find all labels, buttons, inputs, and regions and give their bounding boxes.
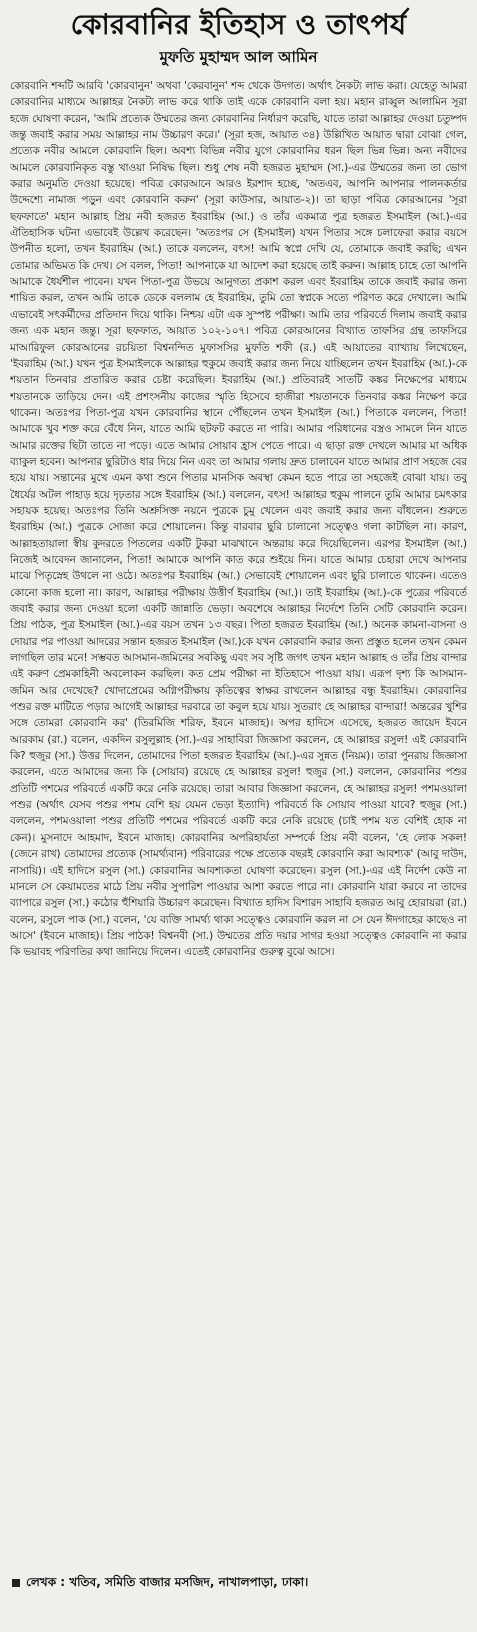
bullet-square-icon xyxy=(12,1579,20,1587)
footer-text: লেখক : খতিব, সমিতি বাজার মসজিদ, নাখালপাড়া, ঢাকা। xyxy=(26,1575,309,1589)
article-title: কোরবানির ইতিহাস ও তাৎপর্য xyxy=(70,8,407,41)
author-footer xyxy=(12,1574,465,1590)
author-byline: মুফতি মুহাম্মদ আল আমিন xyxy=(159,48,318,66)
article-body: কোরবানি শব্দটি আরবি 'কোরবানুন' অথবা 'কেরবানুন' শব্দ থেকে উদগত। অর্থাৎ নৈকট্য লাভ করা। যেহেতু আমরা কোরবানির মাধ্যমে আল্লাহর নৈকট্য লাভ করে থাকি তাই একে কোরবানি বলা হয়। মহান রাব্বুল আলামিন সূরা হজে ঘোষণা করেন, 'আমি প্রত্যেক উম্মতের জন্য কোরবানির নির্ধারণ করেছি, যাতে তারা আল্লাহর দেওয়া চতুষ্পদ জন্তু জবাই করার সময় আল্লাহর নাম উচ্চারণ করে।' (সূরা হজ, আয়াত ৩৪) উল্লিখিত আয়াত দ্বারা বোঝা গেল, প্রত্যেক নবীর আমলে কোরবানি ছিল। অবশ্য বিভিন্ন নবীর যুগে কোরবানির ধরন ছিল ভিন্ন ভিন্ন। অন্য নবীদের আমলে কোরবানিকৃত বস্তু খাওয়া নিষিদ্ধ ছিল। শুধু শেষ নবী হজরত মুহাম্মদ (সা.)-এর উম্মতের জন্য তা ভোগ করার অনুমতি দেওয়া হয়েছে। পবিত্র কোরআনে আরও ইরশাদ হচ্ছে, 'অতএব, আপনি আপনার পালনকর্তার উদ্দেশ্যে নামাজ পড়ুন এবং কোরবানি করুন' (সূরা কাউসার, আয়াত-২)। তা ছাড়া পবিত্র কোরআনের 'সূরা ছফফাতে' মহান আল্লাহ প্রিয় নবী হজরত ইবরাহিম (আ.) ও তাঁর একমাত্র পুত্র হজরত ইসমাইল (আ.)-এর ঐতিহাসিক ঘটনা এভাবেই উল্লেখ করেছেন। 'অতঃপর সে (ইসমাইল) যখন পিতার সঙ্গে চলাফেরা করার বয়সে উপনীত হলো, তখন ইবরাহিম (আ.) তাকে বললেন, বৎস! আমি স্বপ্নে দেখি যে, তোমাকে জবাই করছি; এখন তোমার অভিমত কি দেখ। সে বলল, পিতা! আপনাকে যা আদেশ করা হয়েছে তাই করুন। আল্লাহ চাহে তো আপনি আমাকে ধৈর্যশীল পাবেন। যখন পিতা-পুত্র উভয়ে আনুগত্য প্রকাশ করল এবং ইবরাহিম তাকে জবাই করার জন্য শায়িত করল, তখন আমি তাকে ডেকে বললাম হে ইবরাহিম, তুমি তো স্বপ্নকে সত্যে পরিণত করে দেখালে। আমি এভাবেই সৎকর্মীদের প্রতিদান দিয়ে থাকি। নিশ্চয় এটা এক সুস্পষ্ট পরীক্ষা। আমি তার পরিবর্তে দিলাম জবাই করার জন্য এক মহান জন্তু। সূরা ছফফাত, আয়াত ১০২-১০৭। পবিত্র কোরআনের বিখ্যাত তাফসির গ্রন্থ তাফসিরে মাআরিফুল কোরআনের রচয়িতা বিশ্বনন্দিত মুফাসসির মুফতি শফী (র.) এই আয়াতের ব্যাখ্যায় লিখেছেন, 'ইবরাহিম (আ.) যখন পুত্র ইসমাইলকে আল্লাহর হুকুমে জবাই করার জন্য নিয়ে যাচ্ছিলেন তখন ইবরাহিম (আ.)-কে শয়তান তিনবার প্রতারিত করার চেষ্টা করেছিল। ইবরাহিম (আ.) প্রতিবারই সাতটি কঙ্কর নিক্ষেপের মাধ্যমে শয়তানকে তাড়িয়ে দেন। এই প্রশংসনীয় কাজের স্মৃতি হিসেবে হাজীরা শয়তানকে তিনবার কঙ্কর নিক্ষেপ করে থাকেন। অতঃপর পিতা-পুত্র যখন কোরবানির স্থানে পৌঁছলেন তখন ইসমাইল (আ.) পিতাকে বললেন, পিতা! আমাকে খুব শক্ত করে বেঁধে নিন, যাতে আমি ছটফট করতে না পারি। আমার পরিধানের বস্ত্রও সামলে নিন যাতে আমার রক্তের ছিটা তাতে না পড়ে। এতে আমার সোয়াব হ্রাস পেতে পারে। এ ছাড়া রক্ত দেখলে আমার মা অধিক ব্যাকুল হবেন। আপনার ছুরিটাও ধার দিয়ে নিন এবং তা আমার গলায় দ্রুত চালাবেন যাতে আমার প্রাণ সহজে বের হয়ে যায়। সন্তানের মুখে এমন কথা শুনে পিতার মানসিক অবস্থা কেমন হতে পারে তা সহজেই বোঝা যায়। তবু ধৈর্যের অটল পাহাড় হয়ে দৃঢ়তার সঙ্গে ইবরাহিম (আ.) বললেন, বৎস! আল্লাহর হুকুম পালনে তুমি আমার চমৎকার সহায়ক হয়েছ। অতঃপর তিনি অশ্রুসিক্ত নয়নে পুত্রকে চুমু খেলেন এবং জবাই করার জন্য বাঁধলেন। শুরুতে ইবরাহিম (আ.) পুত্রকে সোজা করে শোয়ালেন। কিন্তু বারবার ছুরি চালানো সত্ত্বেও গলা কাটছিল না। কারণ, আল্লাহতায়ালা স্বীয় কুদরতে পিতলের একটি টুকরা মাঝখানে অন্তরায় করে দিয়েছিলেন। এরপর ইসমাইল (আ.) নিজেই আবেদন জানালেন, পিতা! আমাকে আপনি কাত করে শুইয়ে দিন। যাতে আমার চেহারা দেখে আপনার মাঝে পিতৃস্নেহ উথলে না ওঠে। অতঃপর ইবরাহিম (আ.) সেভাবেই শোয়ালেন এবং ছুরি চালাতে থাকেন। এতেও কোনো কাজ হলো না। কারণ, আল্লাহর পরীক্ষায় উত্তীর্ণ ইবরাহিম (আ.)। তাই ইবরাহিম (আ.)-কে পুত্রের পরিবর্তে জবাই করার জন্য দেওয়া হলো একটি জান্নাতি ভেড়া। অবশেষে আল্লাহর নির্দেশে তিনি সেটি কোরবানি করেন। প্রিয় পাঠক, পুত্র ইসমাইল (আ.)-এর বয়স তখন ১৩ বছর। পিতা হজরত ইবরাহিম (আ.) অনেক কামনা-বাসনা ও দোয়ার পর পাওয়া আদরের সন্তান হজরত ইসমাইল (আ.)কে যখন কোরবানি করার জন্য প্রস্তুত হলেন তখন কেমন লাগছিল তার মনে! সম্ভবত আসমান-জমিনের সবকিছু এবং সব সৃষ্টি জগৎ তখন মহান আল্লাহ ও তাঁর প্রিয় বান্দার এই করুণ প্রেমকাহিনী অবলোকন করছিল। কত প্রেম পরীক্ষা না ইতিহাসে পাওয়া যায়। এরূপ দৃশ্য কি আসমান-জমিন আর দেখেছে? খোদাপ্রেমের অগ্নিপরীক্ষায় কৃতিত্বের স্বাক্ষর রাখলেন আল্লাহর বন্ধু ইবরাহিম। কোরবানির পশুর রক্ত মাটিতে পড়ার আগেই আল্লাহর দরবারে তা কবুল হয়ে যায়। সুতরাং হে আল্লাহর বান্দারা! অন্তরের খুশির সঙ্গে তোমরা কোরবানি কর' (তিরমিজি শরিফ, ইবনে মাজাহ)। অপর হাদিসে এসেছে, হজরত জায়েদ ইবনে আরকাম (রা.) বলেন, একদিন রসুলুল্লাহ (সা.)-এর সাহাবিরা জিজ্ঞাসা করলেন, হে আল্লাহর রসুল! এই কোরবানি কি? হুজুর (সা.) উত্তর দিলেন, তোমাদের পিতা হজরত ইবরাহিম (আ.)-এর সুন্নত (নিয়ম)। তারা পুনরায় জিজ্ঞাসা করলেন, এতে আমাদের জন্য কি (সোয়াব) রয়েছে হে আল্লাহর রসুল! হুজুর (সা.) বললেন, কোরবানির পশুর প্রতিটি পশমের পরিবর্তে একটি করে নেকি রয়েছে। তারা আবার জিজ্ঞাসা করলেন, হে আল্লাহর রসুল! পশমওয়ালা পশুর (অর্থাৎ যেসব পশুর পশম বেশি হয় যেমন ভেড়া ইত্যাদি) পরিবর্তে কি সোয়াব পাওয়া যাবে? হুজুর (সা.) বললেন, পশমওয়ালা পশুর প্রতিটি পশমের পরিবর্তে একটি করে নেকি রয়েছে (চাই পশম যত বেশিই হোক না কেন)। মুসনাদে আহমাদ, ইবনে মাজাহ। কোরবানির অপরিহার্যতা সম্পর্কে প্রিয় নবী বলেন, 'হে লোক সকল! (জেনে রাখ) তোমাদের প্রত্যেক (সামর্থ্যবান) পরিবারের পক্ষে প্রত্যেক বছরই কোরবানি করা আবশ্যক' (আবু দাউদ, নাসায়ি)। এই হাদিসে রসুল (সা.) কোরবানির আবশ্যকতা ঘোষণা করেছেন। রসুল (সা.)-এর এই নির্দেশ কেউ না মানলে সে কেয়ামতের মাঠে প্রিয় নবীর সুপারিশ পাওয়ার আশা করতে পারে না। কোরবানি যারা করবে না তাদের ব্যাপারে রসুল (সা.) কঠোর হুঁশিয়ারি উচ্চারণ করেছেন। বিখ্যাত হাদিস বিশারদ সাহাবি হজরত আবু হোরায়রা (রা.) বলেন, রসুলে পাক (সা.) বলেন, 'যে ব্যক্তি সামর্থ্য থাকা সত্ত্বেও কোরবানি করল না সে যেন ঈদগাহের কাছেও না আসে' (ইবনে মাজাহ)। প্রিয় পাঠক! বিশ্বনবী (সা.) উম্মতের প্রতি দয়ার সাগর হওয়া সত্ত্বেও কোরবানি না করার কি ভয়াবহ পরিণতির কথা জানিয়ে দিলেন। এতেই কোরবানির গুরুত্ব বুঝে আসে। xyxy=(10,80,467,959)
